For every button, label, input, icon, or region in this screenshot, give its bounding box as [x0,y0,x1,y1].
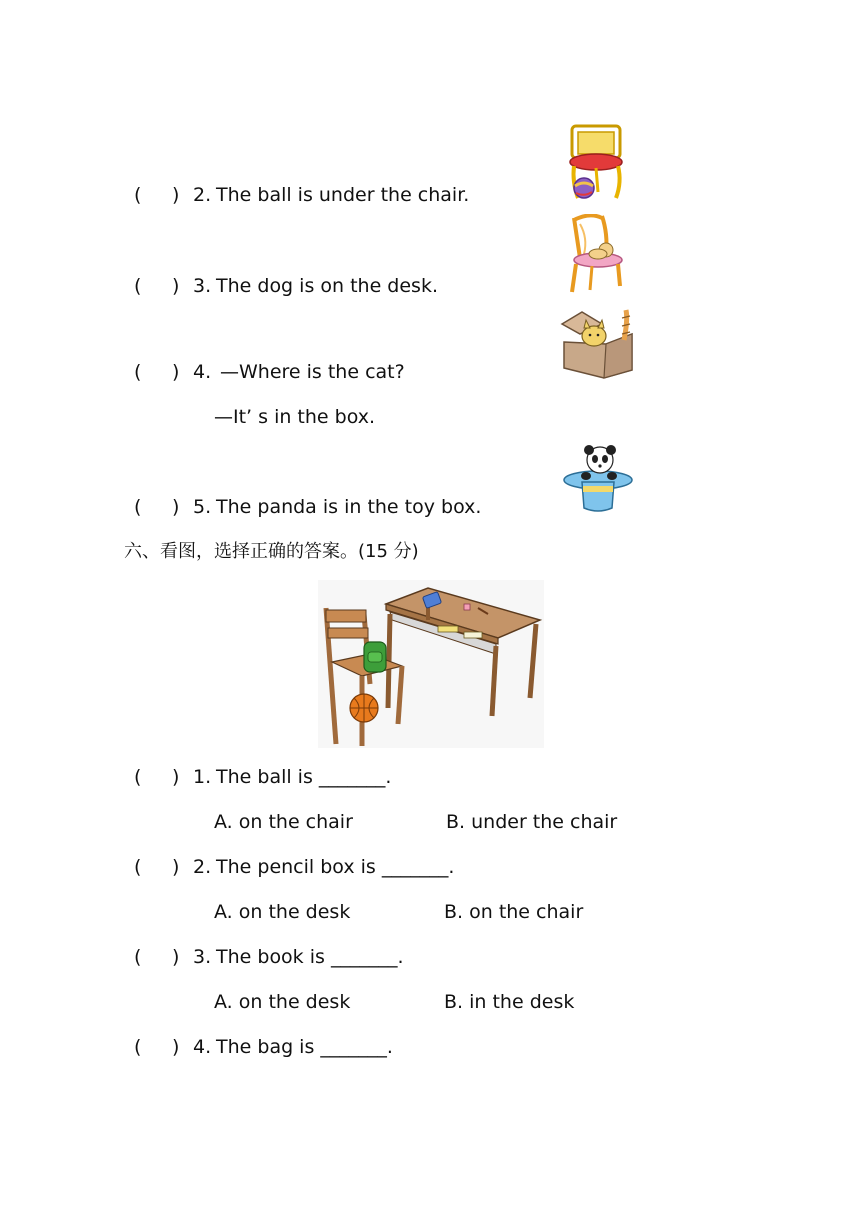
option-a: A. on the chair [214,811,353,833]
answer-paren-open: ( [134,184,142,206]
answer-paren-close: ) [172,946,180,968]
question-text: The pencil box is _______. [216,856,455,878]
item-text: The ball is under the chair. [216,184,470,206]
answer-paren-open: ( [134,766,142,788]
answer-paren-close: ) [172,496,180,518]
item-text: The dog is on the desk. [216,275,438,297]
option-a: A. on the desk [214,991,351,1013]
answer-paren-open: ( [134,946,142,968]
answer-paren-close: ) [172,766,180,788]
question-number: 4. [193,1036,212,1058]
question-text: The book is _______. [216,946,404,968]
option-b: B. under the chair [446,811,618,833]
answer-paren-open: ( [134,856,142,878]
question-text: The ball is _______. [216,766,392,788]
question-number: 3. [193,946,212,968]
question-number: 1. [193,766,212,788]
chair-with-dog-illustration [566,214,628,294]
answer-paren-open: ( [134,361,142,383]
item-number: 4. [193,361,212,383]
option-a: A. on the desk [214,901,351,923]
option-b: B. on the chair [444,901,584,923]
chair-with-ball-illustration [566,122,630,202]
option-b: B. in the desk [444,991,575,1013]
answer-paren-open: ( [134,496,142,518]
answer-paren-close: ) [172,856,180,878]
section-heading: 六、看图，选择正确的答案。(15 分) [124,541,419,562]
panda-in-hat-illustration [562,442,634,514]
item-number: 2. [193,184,212,206]
item-text: —Where is the cat? [220,361,405,383]
answer-paren-close: ) [172,184,180,206]
answer-paren-close: ) [172,275,180,297]
item-number: 3. [193,275,212,297]
desk-chair-scene-illustration [318,580,544,748]
question-number: 2. [193,856,212,878]
item-text: The panda is in the toy box. [216,496,482,518]
answer-paren-open: ( [134,1036,142,1058]
item-answer-text: —It’ s in the box. [214,406,376,428]
answer-paren-close: ) [172,1036,180,1058]
item-number: 5. [193,496,212,518]
question-text: The bag is _______. [216,1036,393,1058]
answer-paren-open: ( [134,275,142,297]
answer-paren-close: ) [172,361,180,383]
cat-in-box-illustration [558,306,636,382]
